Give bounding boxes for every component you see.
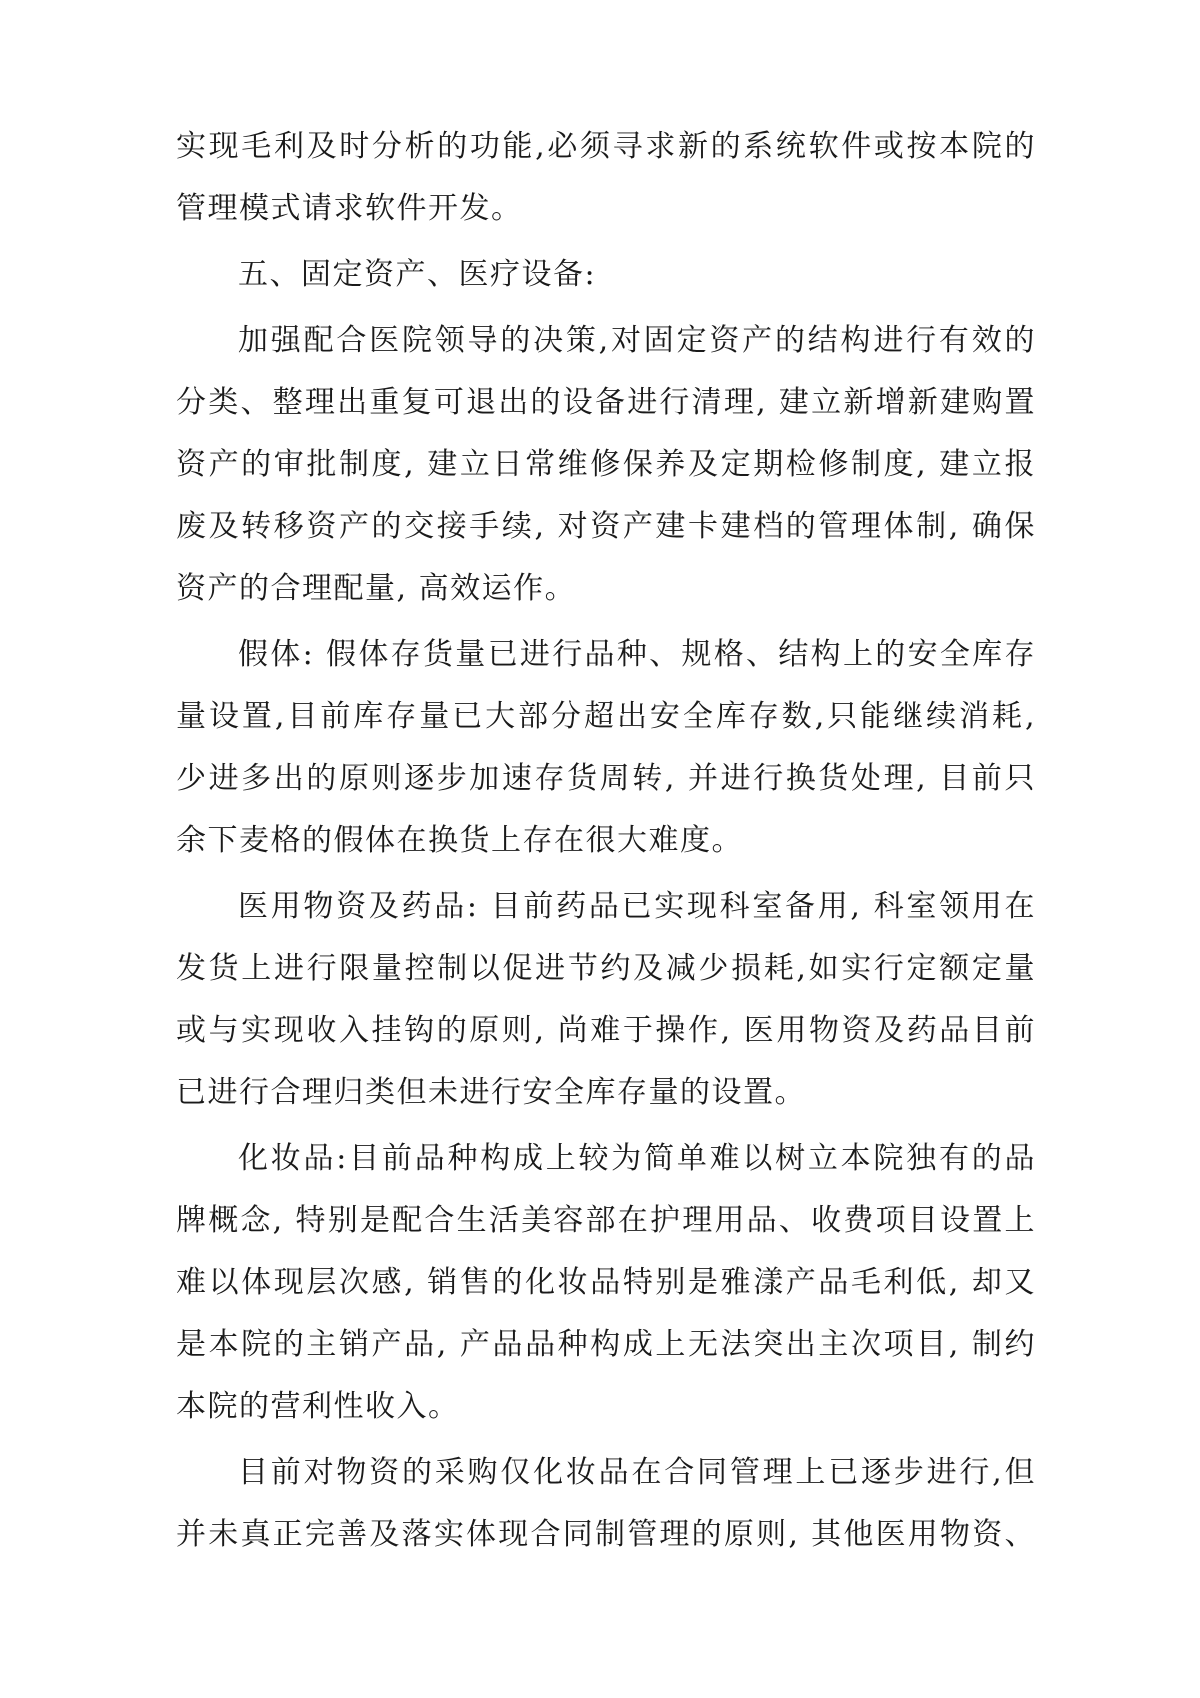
text-line: 发货上进行限量控制以促进节约及减少损耗,如实行定额定量 (176, 951, 1036, 986)
text-line: 管理模式请求软件开发。 (176, 191, 523, 226)
text-line: 是本院的主销产品, 产品品种构成上无法突出主次项目, 制约 (176, 1327, 1036, 1362)
text-line: 本院的营利性收入。 (176, 1389, 460, 1424)
text-line: 假体: 假体存货量已进行品种、规格、结构上的安全库存 (238, 637, 1036, 672)
document-body (176, 116, 1036, 1566)
text-line: 实现毛利及时分析的功能,必须寻求新的系统软件或按本院的 (176, 129, 1036, 164)
section-heading-text: 五、固定资产、医疗设备: (238, 257, 597, 292)
text-line: 废及转移资产的交接手续, 对资产建卡建档的管理体制, 确保 (176, 509, 1036, 544)
paragraph-p5 (176, 876, 1036, 1124)
paragraph-p3 (176, 310, 1036, 620)
text-line: 目前对物资的采购仅化妆品在合同管理上已逐步进行,但 (238, 1455, 1036, 1490)
text-line: 资产的合理配量, 高效运作。 (176, 571, 577, 606)
text-line: 分类、整理出重复可退出的设备进行清理, 建立新增新建购置 (176, 385, 1036, 420)
text-line: 化妆品:目前品种构成上较为简单难以树立本院独有的品 (238, 1141, 1036, 1176)
text-line: 资产的审批制度, 建立日常维修保养及定期检修制度, 建立报 (176, 447, 1036, 482)
text-line: 余下麦格的假体在换货上存在很大难度。 (176, 823, 743, 858)
text-line: 牌概念, 特别是配合生活美容部在护理用品、收费项目设置上 (176, 1203, 1036, 1238)
text-line: 少进多出的原则逐步加速存货周转, 并进行换货处理, 目前只 (176, 761, 1036, 796)
paragraph-p1 (176, 116, 1036, 240)
paragraph-p6 (176, 1128, 1036, 1438)
text-line: 并未真正完善及落实体现合同制管理的原则, 其他医用物资、 (176, 1517, 1036, 1552)
paragraph-p7 (176, 1442, 1036, 1566)
text-line: 医用物资及药品: 目前药品已实现科室备用, 科室领用在 (238, 889, 1036, 924)
paragraph-p4 (176, 624, 1036, 872)
text-line: 量设置,目前库存量已大部分超出安全库存数,只能继续消耗, (176, 699, 1036, 734)
section-heading (176, 244, 1036, 306)
text-line: 加强配合医院领导的决策,对固定资产的结构进行有效的 (238, 323, 1036, 358)
text-line: 已进行合理归类但未进行安全库存量的设置。 (176, 1075, 806, 1110)
text-line: 难以体现层次感, 销售的化妆品特别是雅漾产品毛利低, 却又 (176, 1265, 1036, 1300)
text-line: 或与实现收入挂钩的原则, 尚难于操作, 医用物资及药品目前 (176, 1013, 1036, 1048)
